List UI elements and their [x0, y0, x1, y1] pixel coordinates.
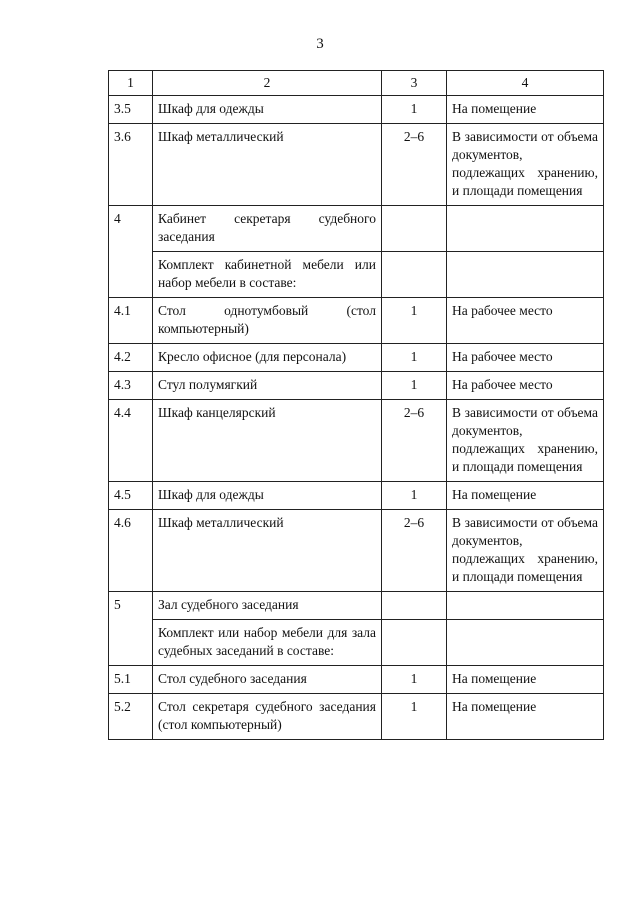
- page-number: 3: [316, 36, 324, 52]
- table-row: [109, 206, 604, 252]
- table-row: [109, 400, 604, 482]
- row-number: 4: [109, 206, 153, 298]
- item-quantity: 1: [382, 96, 447, 124]
- item-quantity: 1: [382, 344, 447, 372]
- row-number: 4.3: [109, 372, 153, 400]
- item-quantity: 1: [382, 298, 447, 344]
- item-note: На помещение: [447, 666, 604, 694]
- column-header-3: 3: [382, 71, 447, 96]
- table-row: [109, 96, 604, 124]
- item-note: [447, 252, 604, 298]
- row-number: 4.1: [109, 298, 153, 344]
- row-number: 5.1: [109, 666, 153, 694]
- item-quantity: 1: [382, 482, 447, 510]
- item-name: Комплект или набор мебели для зала судебных заседаний в составе:: [153, 620, 382, 666]
- row-number: 4.4: [109, 400, 153, 482]
- table-row: [109, 510, 604, 592]
- item-name: Стол однотумбовый (стол компьютерный): [153, 298, 382, 344]
- row-number: 5.2: [109, 694, 153, 740]
- item-name: Стол секретаря судебного заседания (стол компьютерный): [153, 694, 382, 740]
- item-note: [447, 620, 604, 666]
- item-name: Шкаф для одежды: [153, 482, 382, 510]
- item-quantity: 2–6: [382, 124, 447, 206]
- row-number: 3.5: [109, 96, 153, 124]
- table-header-row: [109, 71, 604, 96]
- item-note: На рабочее место: [447, 298, 604, 344]
- table-row: [109, 372, 604, 400]
- item-quantity: 2–6: [382, 400, 447, 482]
- item-name: Шкаф канцелярский: [153, 400, 382, 482]
- item-note: В зависимости от объема документов, подлежащих хранению, и площади помещения: [447, 510, 604, 592]
- item-note: [447, 592, 604, 620]
- column-header-2: 2: [153, 71, 382, 96]
- item-quantity: 2–6: [382, 510, 447, 592]
- item-quantity: 1: [382, 666, 447, 694]
- item-name: Стул полумягкий: [153, 372, 382, 400]
- item-note: На помещение: [447, 482, 604, 510]
- item-note: На рабочее место: [447, 372, 604, 400]
- table-row: [109, 124, 604, 206]
- table-row: [109, 620, 604, 666]
- item-quantity: [382, 620, 447, 666]
- item-quantity: 1: [382, 694, 447, 740]
- item-note: На помещение: [447, 96, 604, 124]
- furniture-table: [108, 70, 604, 740]
- row-number: 5: [109, 592, 153, 666]
- row-number: 4.6: [109, 510, 153, 592]
- table-row: [109, 344, 604, 372]
- item-quantity: 1: [382, 372, 447, 400]
- item-note: На помещение: [447, 694, 604, 740]
- column-header-4: 4: [447, 71, 604, 96]
- item-note: В зависимости от объема документов, подлежащих хранению, и площади помещения: [447, 400, 604, 482]
- item-name: Шкаф для одежды: [153, 96, 382, 124]
- item-note: [447, 206, 604, 252]
- row-number: 4.2: [109, 344, 153, 372]
- table-row: [109, 482, 604, 510]
- item-name: Кабинет секретаря судебного заседания: [153, 206, 382, 252]
- item-name: Комплект кабинетной мебели или набор мебели в составе:: [153, 252, 382, 298]
- row-number: 3.6: [109, 124, 153, 206]
- item-quantity: [382, 592, 447, 620]
- table-row: [109, 298, 604, 344]
- table-row: [109, 666, 604, 694]
- item-quantity: [382, 206, 447, 252]
- item-note: На рабочее место: [447, 344, 604, 372]
- column-header-1: 1: [109, 71, 153, 96]
- item-name: Стол судебного заседания: [153, 666, 382, 694]
- item-name: Зал судебного заседания: [153, 592, 382, 620]
- row-number: 4.5: [109, 482, 153, 510]
- table-row: [109, 592, 604, 620]
- item-note: В зависимости от объема документов, подлежащих хранению, и площади помещения: [447, 124, 604, 206]
- table-row: [109, 252, 604, 298]
- item-name: Шкаф металлический: [153, 124, 382, 206]
- item-name: Шкаф металлический: [153, 510, 382, 592]
- item-quantity: [382, 252, 447, 298]
- item-name: Кресло офисное (для персонала): [153, 344, 382, 372]
- table-row: [109, 694, 604, 740]
